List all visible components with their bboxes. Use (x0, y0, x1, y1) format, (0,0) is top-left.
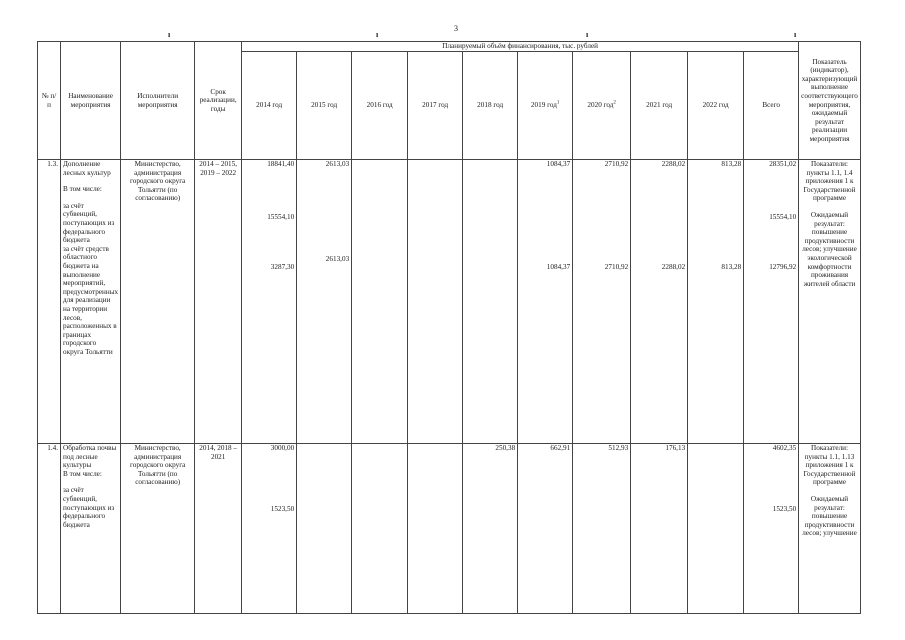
row-value: 2613,03 2613,03 (297, 160, 352, 444)
row-term: 2014 – 2015, 2019 – 2022 (195, 160, 242, 444)
header-num: № п/п (38, 42, 61, 160)
row-num: 1.3. (38, 160, 61, 444)
header-name: Наименование мероприятия (61, 42, 121, 160)
header-year: 2016 год (352, 52, 408, 160)
header-year: 2020 год$^2$ (573, 52, 631, 160)
header-exec: Исполнители мероприятия (121, 42, 195, 160)
row-value (297, 444, 352, 614)
row-num: 1.4. (38, 444, 61, 614)
row-value (408, 444, 463, 614)
header-plan: Планируемый объём финансирования, тыс. рублей (242, 42, 799, 52)
row-value: 2710,92 2710,92 (573, 160, 631, 444)
page-number: 3 (454, 24, 458, 33)
row-name: Обработка почвы под лесные культуры В том числе: за счёт субвенций, поступающих из федерального бюджета (61, 444, 121, 614)
row-total: 28351,02 15554,10 12796,92 (744, 160, 799, 444)
row-value (688, 444, 744, 614)
header-term: Срок реализации, годы (195, 42, 242, 160)
row-value: 3000,00 1523,50 (242, 444, 297, 614)
column-marker: ı (168, 30, 171, 39)
row-value: 250,38 (463, 444, 518, 614)
row-total: 4602,35 1523,50 (744, 444, 799, 614)
header-total: Всего (744, 52, 799, 160)
column-marker: ı (586, 30, 589, 39)
row-value: 18841,40 15554,10 3287,30 (242, 160, 297, 444)
row-indicator: Показатели: пункты 1.1, 1.4 приложения 1 к Государственной программе Ожидаемый результат: повышение продуктивности лесов; улучшение экологической комфортности проживания жителей области (799, 160, 861, 444)
financing-table (37, 41, 861, 614)
row-indicator: Показатели: пункты 1.1, 1.13 приложения 1 к Государственной программе Ожидаемый результат: повышение продуктивности лесов; улучшение (799, 444, 861, 614)
header-year: 2014 год (242, 52, 297, 160)
header-year: 2017 год (408, 52, 463, 160)
row-value: 1084,37 1084,37 (518, 160, 573, 444)
row-exec: Министерство, администрация городского округа Тольятти (по согласованию) (121, 160, 195, 444)
row-value (352, 160, 408, 444)
row-value: 662,91 (518, 444, 573, 614)
row-value (463, 160, 518, 444)
header-year: 2021 год (631, 52, 688, 160)
header-indicator: Показатель (индикатор), характеризующий выполнение соответствующего мероприятия, ожидаемый результат реализации мероприятия (799, 42, 861, 160)
row-value (408, 160, 463, 444)
row-value: 176,13 (631, 444, 688, 614)
header-year: 2022 год (688, 52, 744, 160)
column-marker: ı (794, 30, 797, 39)
header-year: 2018 год (463, 52, 518, 160)
table-row (38, 444, 861, 614)
row-value: 2288,02 2288,02 (631, 160, 688, 444)
row-name: Дополнение лесных культур В том числе: за счёт субвенций, поступающих из федерального бюджета за счёт средств областного бюджета на выполнение мероприятий, предусмотренных для реализации на территории лесов, расположенных в границах городского округа Тольятти (61, 160, 121, 444)
row-value (352, 444, 408, 614)
row-term: 2014, 2018 – 2021 (195, 444, 242, 614)
header-year: 2015 год (297, 52, 352, 160)
column-marker: ı (376, 30, 379, 39)
header-year: 2019 год$^1$ (518, 52, 573, 160)
table-row (38, 160, 861, 444)
row-value: 813,28 813,28 (688, 160, 744, 444)
row-exec: Министерство, администрация городского округа Тольятти (по согласованию) (121, 444, 195, 614)
row-value: 512,93 (573, 444, 631, 614)
